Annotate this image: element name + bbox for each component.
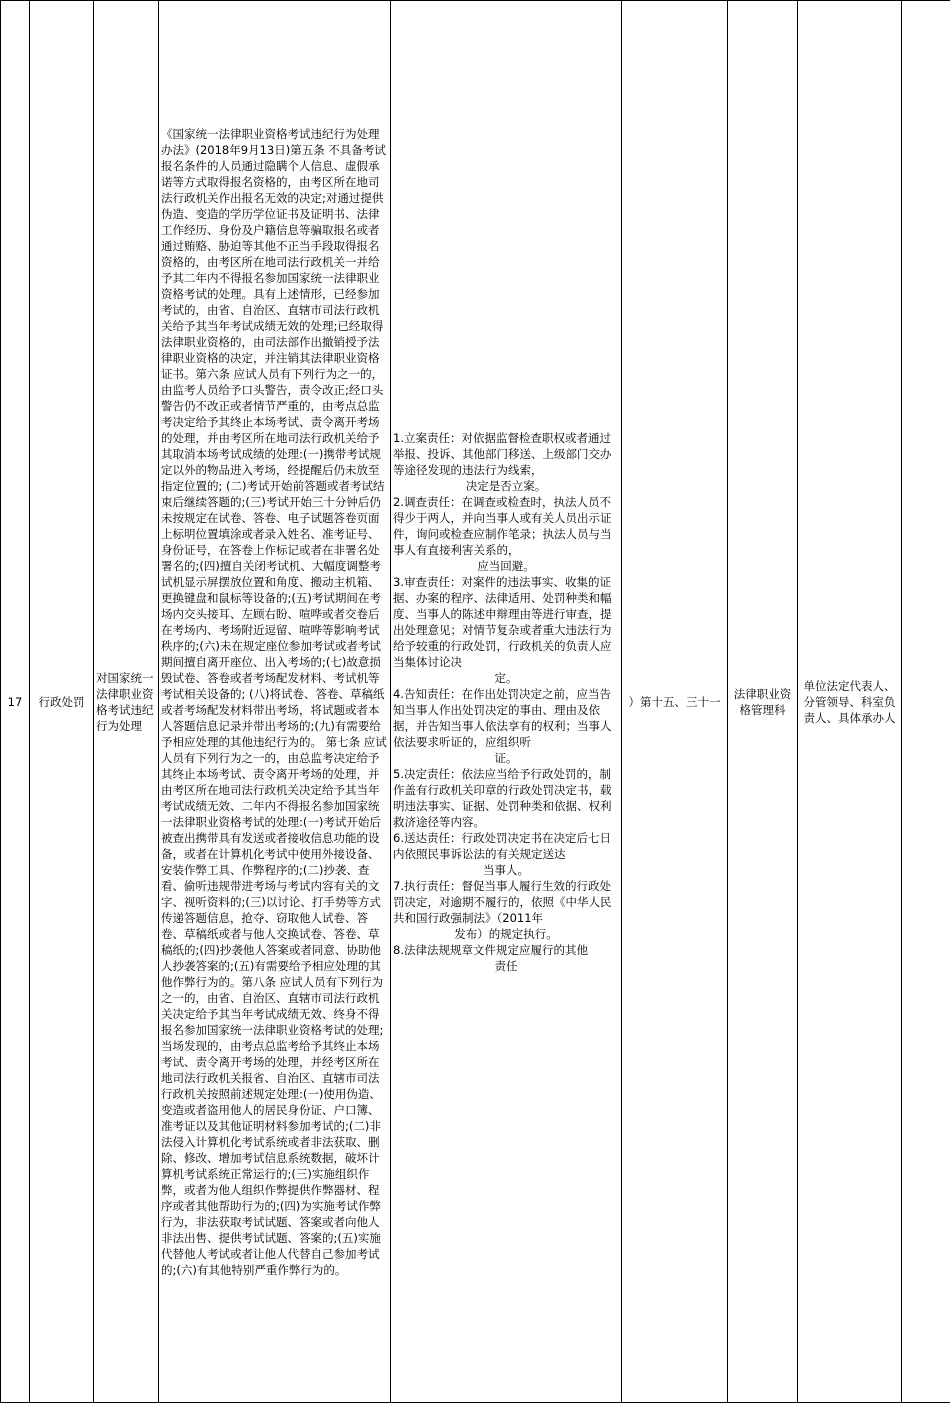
responsibility-investigation-tail: 应当回避。: [477, 558, 535, 573]
responsible-person-cell: 单位法定代表人、分管领导、科室负责人、具体承办人: [798, 1, 902, 1403]
responsibility-other-tail: 责任: [494, 958, 518, 973]
responsibility-other: 8.法律法规规章文件规定应履行的其他: [393, 942, 588, 957]
responsibility-investigation: 2.调查责任：在调查或检查时，执法人员不得少于两人，并向当事人或有关人员出示证件，询问或检查应制作笔录；执法人员与当事人有直接利害关系的，: [393, 494, 612, 557]
table-row: [1, 1, 950, 1403]
accountability-basis-cell: ）第十五、三十一: [622, 1, 728, 1403]
responsibility-review-tail: 定。: [494, 670, 518, 685]
responsibility-delivery: 6.送达责任：行政处罚决定书在决定后七日内依照民事诉讼法的有关规定送达: [393, 830, 611, 861]
responsibility-filing-tail: 决定是否立案。: [465, 478, 547, 493]
legal-basis-cell: 《国家统一法律职业资格考试违纪行为处理办法》(2018年9月13日)第五条 不具备考试报名条件的人员通过隐瞒个人信息、虚假承诺等方式取得报名资格的，由考区所在地司法行政机关作出报名无效的决定;对通过提供伪造、变造的学历学位证书及证明书、法律工作经历、身份及户籍信息等骗取报名或者通过贿赂、胁迫等其他不正当手段取得报名资格的，由考区所在地司法行政机关一并给予其二年内不得报名参加国家统一法律职业资格考试的处理。具有上述情形，已经参加考试的，由省、自治区、直辖市司法行政机关给予其当年考试成绩无效的处理;已经取得法律职业资格的，由司法部作出撤销授予法律职业资格的决定，并注销其法律职业资格证书。第六条 应试人员有下列行为之一的，由监考人员给予口头警告，责令改正;经口头警告仍不改正或者情节严重的，由考点总监考决定给予其终止本场考试、责令离开考场的处理，并由考区所在地司法行政机关给予其取消本场考试成绩的处理:(一)携带考试规定以外的物品进入考场，经提醒后仍未放至指定位置的; (二)考试开始前答题或者考试结束后继续答题的;(三)考试开始三十分钟后仍未按规定在试卷、答卷、电子试题答卷页面上标明位置填涂或者录入姓名、准考证号、身份证号，在答卷上作标记或者在非署名处署名的;(四)擅自关闭考试机、大幅度调整考试机显示屏摆放位置和角度、搬动主机箱、更换键盘和鼠标等设备的;(五)考试期间在考场内交头接耳、左顾右盼、喧哗或者交卷后在考场内、考场附近逗留、喧哗等影响考试秩序的;(六)未在规定座位参加考试或者考试期间擅自离开座位、出入考场的;(七)故意损毁试卷、答卷或者考场配发材料、考试机等考试相关设备的; (八)将试卷、答卷、草稿纸或者考场配发材料带出考场，将试题或者本人答题信息记录并带出考场的;(九)有需要给予相应处理的其他违纪行为的。 第七条 应试人员有下列行为之一的，由总监考决定给予其终止本场考试、责令离开考场的处理，并由考区所在地司法行政机关决定给予其当年考试成绩无效、二年内不得报名参加国家统一法律职业资格考试的处理:(一)考试开始后被查出携带具有发送或者接收信息功能的设备，或者在计算机化考试中使用外接设备、安装作弊工具、作弊程序的;(二)抄袭、查看、偷听违规带进考场与考试内容有关的文字、视听资料的;(三)以讨论、打手势等方式传递答题信息，抢夺、窃取他人试卷、答卷、草稿纸或者与他人交换试卷、答卷、草稿纸的;(四)抄袭他人答案或者同意、协助他人抄袭答案的;(五)有需要给予相应处理的其他作弊行为的。第八条 应试人员有下列行为之一的，由省、自治区、直辖市司法行政机关决定给予其当年考试成绩无效、终身不得报名参加国家统一法律职业资格考试的处理;当场发现的，由考点总监考给予其终止本场考试、责令离开考场的处理，并经考区所在地司法行政机关报省、自治区、直辖市司法行政机关按照前述规定处理:(一)使用伪造、变造或者盗用他人的居民身份证、户口簿、准考证以及其他证明材料参加考试的;(二)非法侵入计算机化考试系统或者非法获取、删除、修改、增加考试信息系统数据，破坏计算机考试系统正常运行的;(三)实施组织作弊，或者为他人组织作弊提供作弊器材、程序或者其他帮助行为的;(四)为实施考试作弊行为，非法获取考试试题、答案或者向他人非法出售、提供考试试题、答案的;(五)实施代替他人考试或者让他人代替自己参加考试的;(六)有其他特别严重作弊行为的。: [159, 1, 391, 1403]
responsibility-delivery-tail: 当事人。: [483, 862, 529, 877]
item-name-cell: 对国家统一法律职业资格考试违纪行为处理: [94, 1, 159, 1403]
power-category-cell: 行政处罚: [30, 1, 94, 1403]
row-index-cell: 17: [1, 1, 30, 1403]
responsibility-review: 3.审查责任：对案件的违法事实、收集的证据、办案的程序、法律适用、处罚种类和幅度、当事人的陈述申辩理由等进行审查，提出处理意见；对情节复杂或者重大违法行为给予较重的行政处罚，行政机关的负责人应当集体讨论决: [393, 574, 612, 669]
responsibility-execution-tail: 发布）的规定执行。: [454, 926, 558, 941]
responsibility-filing: 1.立案责任：对依据监督检查职权或者通过举报、投诉、其他部门移送、上级部门交办等途径发现的违法行为线索，: [393, 430, 612, 477]
responsibility-execution: 7.执行责任：督促当事人履行生效的行政处罚决定，对逾期不履行的，依照《中华人民共和国行政强制法》（2011年: [393, 878, 612, 925]
responsibility-cell: [391, 1, 622, 1403]
responsibility-notification-tail: 证。: [494, 750, 518, 765]
remark-cell: [902, 1, 950, 1403]
responsibility-notification: 4.告知责任：在作出处罚决定之前，应当告知当事人作出处罚决定的事由、理由及依据，并告知当事人依法享有的权利；当事人依法要求听证的，应组织听: [393, 686, 612, 749]
department-cell: 法律职业资格管理科: [728, 1, 798, 1403]
responsibility-decision: 5.决定责任：依法应当给予行政处罚的，制作盖有行政机关印章的行政处罚决定书，载明违法事实、证据、处罚种类和依据、权利救济途径等内容。: [393, 766, 612, 829]
